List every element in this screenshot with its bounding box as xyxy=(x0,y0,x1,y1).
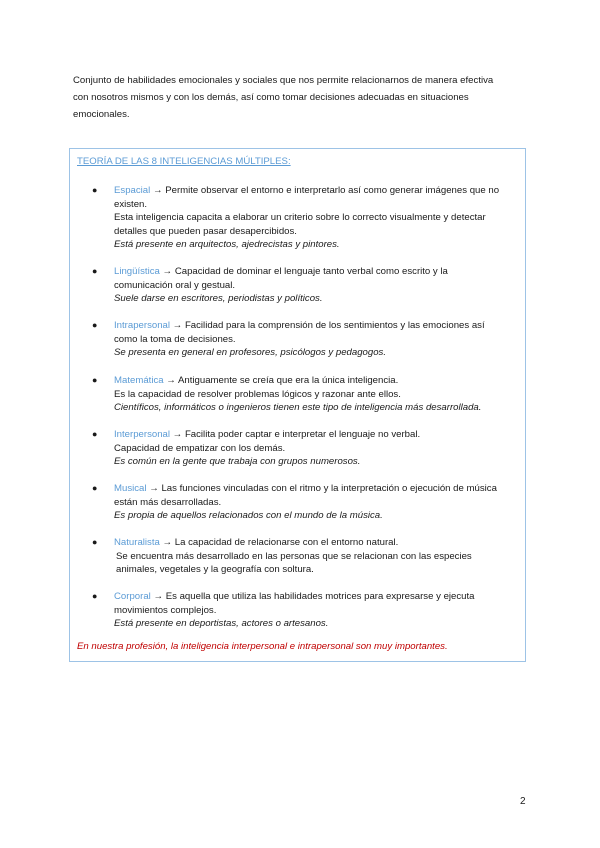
intelligence-example: Es propia de aquellos relacionados con el mundo de la música. xyxy=(114,510,383,521)
intelligence-example: Está presente en arquitectos, ajedrecistas y pintores. xyxy=(114,239,340,250)
intro-line: emocionales. xyxy=(73,109,130,120)
arrow-icon: → xyxy=(149,483,159,494)
intelligence-example: Suele darse en escritores, periodistas y políticos. xyxy=(114,293,323,304)
intelligence-term: Lingüística xyxy=(114,266,160,277)
arrow-icon: → xyxy=(162,266,173,277)
intelligence-desc-line: están más desarrolladas. xyxy=(114,496,222,508)
intelligence-desc-line: Es la capacidad de resolver problemas lógicos y razonar ante ellos. xyxy=(114,388,401,400)
bullet-icon: ● xyxy=(92,483,98,493)
bullet-icon: ● xyxy=(92,320,98,330)
intelligence-item-naturalista xyxy=(92,536,519,577)
bullet-icon: ● xyxy=(92,591,98,601)
intelligence-example: Es común en la gente que trabaja con grupos numerosos. xyxy=(114,456,361,467)
intelligence-item-linguistica xyxy=(92,265,519,306)
arrow-icon: → xyxy=(162,537,173,548)
intelligence-term: Interpersonal xyxy=(114,429,170,440)
arrow-icon: → xyxy=(152,185,163,196)
intro-line: con nosotros mismos y con los demás, así como tomar decisiones adecuadas en situaciones xyxy=(73,92,469,103)
intelligence-desc-line: Capacidad de empatizar con los demás. xyxy=(114,442,286,454)
intelligence-term: Intrapersonal xyxy=(114,320,170,331)
intelligence-example: Está presente en deportistas, actores o artesanos. xyxy=(114,618,329,629)
intelligence-desc: Permite observar el entorno e interpretarlo así como generar imágenes que no xyxy=(165,185,500,196)
bullet-icon: ● xyxy=(92,185,98,195)
page-number: 2 xyxy=(520,796,526,807)
intelligence-desc-line: Esta inteligencia capacita a elaborar un criterio sobre lo correcto visualmente y detectar xyxy=(114,212,486,223)
bullet-icon: ● xyxy=(92,537,98,547)
closing-statement: En nuestra profesión, la inteligencia interpersonal e intrapersonal son muy importantes. xyxy=(77,641,448,652)
bullet-icon: ● xyxy=(92,429,98,439)
intelligence-term: Corporal xyxy=(114,591,151,602)
intelligence-desc: Las funciones vinculadas con el ritmo y la interpretación o ejecución de música xyxy=(161,483,497,494)
intelligence-item-matematica xyxy=(92,374,519,415)
box-title: TEORÍA DE LAS 8 INTELIGENCIAS MÚLTIPLES: xyxy=(77,156,291,167)
intelligence-example: Se presenta en general en profesores, psicólogos y pedagogos. xyxy=(114,347,387,358)
bullet-icon: ● xyxy=(92,375,98,385)
intelligence-desc: Es aquella que utiliza las habilidades motrices para expresarse y ejecuta xyxy=(165,591,475,602)
arrow-icon: → xyxy=(153,591,164,602)
bullet-icon: ● xyxy=(92,266,98,276)
arrow-icon: → xyxy=(172,429,183,440)
intelligence-term: Matemática xyxy=(114,375,164,386)
intelligence-example: Científicos, informáticos o ingenieros tienen este tipo de inteligencia más desarrollada. xyxy=(114,402,482,413)
intelligence-desc: Antiguamente se creía que era la única inteligencia. xyxy=(178,375,399,386)
intelligence-desc: La capacidad de relacionarse con el entorno natural. xyxy=(174,537,399,548)
intelligence-desc: Facilidad para la comprensión de los sentimientos y las emociones así xyxy=(184,320,485,331)
intelligence-term: Espacial xyxy=(114,185,151,196)
intelligence-desc: Facilita poder captar e interpretar el lenguaje no verbal. xyxy=(184,429,421,440)
intelligence-desc-line: animales, vegetales y la geografía con soltura. xyxy=(116,564,314,575)
intelligence-item-espacial xyxy=(92,184,519,252)
intelligence-desc-line: detalles que pueden pasar desapercibidos. xyxy=(114,225,297,237)
intelligence-item-musical xyxy=(92,482,519,523)
arrow-icon: → xyxy=(172,320,183,331)
intelligence-desc-line: existen. xyxy=(114,198,148,210)
intelligence-item-corporal xyxy=(92,590,519,631)
intelligence-item-intrapersonal xyxy=(92,319,519,360)
intro-line: Conjunto de habilidades emocionales y sociales que nos permite relacionarnos de manera efectiva xyxy=(73,75,494,86)
intelligence-desc-line: movimientos complejos. xyxy=(114,604,217,616)
intelligence-term: Musical xyxy=(114,483,147,494)
intro-paragraph xyxy=(73,72,533,123)
intelligence-desc-line: como la toma de decisiones. xyxy=(114,333,236,345)
intelligence-desc-line: Se encuentra más desarrollado en las personas que se relacionan con las especies xyxy=(116,550,472,562)
intelligence-item-interpersonal xyxy=(92,428,519,469)
intelligence-desc: Capacidad de dominar el lenguaje tanto verbal como escrito y la xyxy=(174,266,448,277)
arrow-icon: → xyxy=(166,375,176,386)
intelligence-desc-line: comunicación oral y gestual. xyxy=(114,279,236,291)
intelligence-term: Naturalista xyxy=(114,537,160,548)
